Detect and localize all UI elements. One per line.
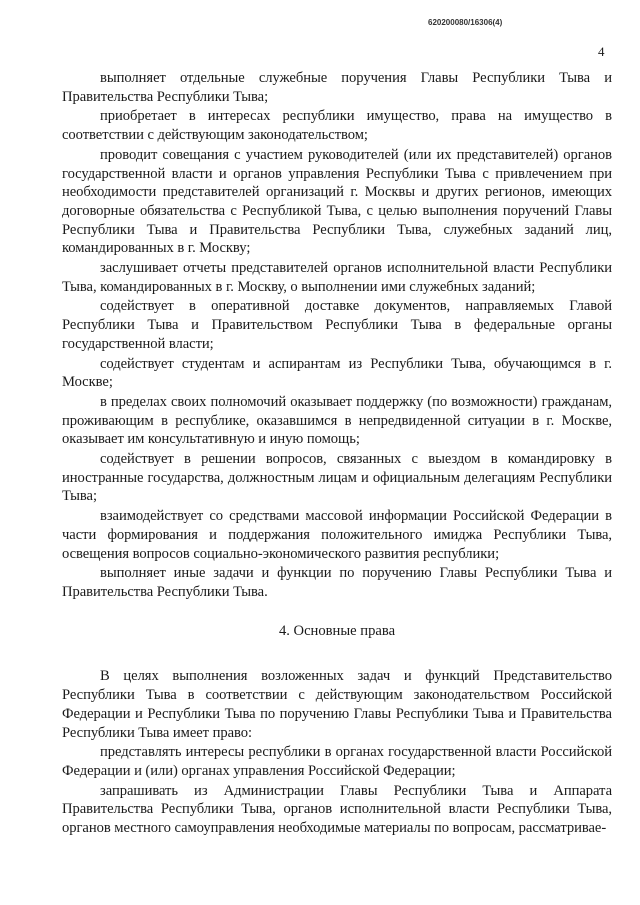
paragraph: В целях выполнения возложенных задач и функций Представительство Республики Тыва в соответствии с действующим законодательством Российской Федерации и Республики Тыва по поручению Главы Республики Тыва и Правительства Республики Тыва имеет право: <box>62 668 612 741</box>
paragraph: содействует в решении вопросов, связанных с выездом в командировку в иностранные государства, должностным лицам и официальным делегациям Республики Тыва; <box>62 451 612 505</box>
paragraph: запрашивать из Администрации Главы Республики Тыва и Аппарата Правительства Республики Тыва, органов исполнительной власти Республики Тыва, органов местного самоуправления необходимые материалы по вопросам, рассматривае- <box>62 782 612 837</box>
document-code: 620200080/16306(4) <box>428 18 503 27</box>
paragraph: проводит совещания с участием руководителей (или их представителей) органов государственной власти и органов управления Республики Тыва с привлечением при необходимости представителей организаций г. Москвы и других регионов, имеющих договорные обязательства с Республикой Тыва, с целью выполнения поручений Главы Республики Тыва и Правительства Республики Тыва, служебных заданий лиц, командированных в г. Москву; <box>62 146 612 257</box>
section-heading: 4. Основные права <box>278 622 396 639</box>
paragraph: выполняет отдельные служебные поручения Главы Республики Тыва и Правительства Республики Тыва; <box>62 70 612 105</box>
paragraph: содействует студентам и аспирантам из Республики Тыва, обучающимся в г. Москве; <box>62 355 612 391</box>
page-number: 4 <box>598 44 605 59</box>
paragraph: представлять интересы республики в органах государственной власти Российской Федерации и (или) органах управления Российской Федерации; <box>62 744 612 779</box>
paragraph: заслушивает отчеты представителей органов исполнительной власти Республики Тыва, командированных в г. Москву, о выполнении ими служебных заданий; <box>62 260 612 295</box>
paragraph: содействует в оперативной доставке документов, направляемых Главой Республики Тыва и Правительством Республики Тыва в федеральные органы государственной власти; <box>62 298 612 352</box>
document-body <box>62 69 612 839</box>
paragraph: взаимодействует со средствами массовой информации Российской Федерации в части формирования и поддержания положительного имиджа Республики Тыва, освещения вопросов социально-экономического развития республики; <box>62 508 612 562</box>
paragraph: в пределах своих полномочий оказывает поддержку (по возможности) гражданам, проживающим в республике, оказавшимся в непредвиденной ситуации в г. Москве, оказывает им консультативную и иную помощь; <box>62 393 612 448</box>
paragraph: приобретает в интересах республики имущество, права на имущество в соответствии с действующим законодательством; <box>62 108 612 144</box>
paragraph: выполняет иные задачи и функции по поручению Главы Республики Тыва и Правительства Республики Тыва. <box>62 565 612 600</box>
